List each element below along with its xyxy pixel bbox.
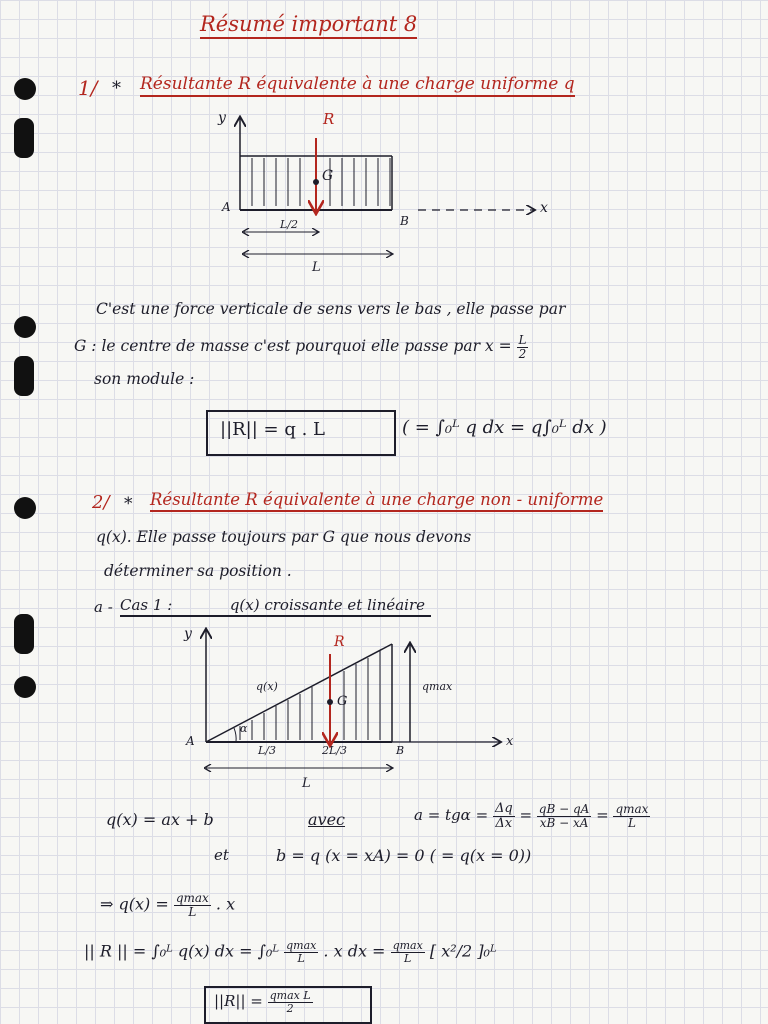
d1-r-label: R bbox=[323, 110, 335, 128]
s1-paragraph-line1: C'est une force verticale de sens vers le bas , elle passe par bbox=[96, 300, 566, 318]
eq-int-lhs: || R || = ∫₀ᴸ q(x) dx = ∫₀ᴸ bbox=[84, 941, 279, 961]
d2-l3-label: L/3 bbox=[258, 744, 277, 757]
d1-a-label: A bbox=[222, 200, 231, 214]
d2-l23-label: 2L/3 bbox=[322, 744, 348, 757]
d2-qmax-label: qmax bbox=[422, 680, 453, 693]
frac-num: qmax bbox=[392, 939, 423, 952]
d2-g-label: G bbox=[337, 694, 348, 709]
case-title: Cas 1 : bbox=[120, 596, 173, 614]
frac-num: L bbox=[518, 333, 527, 347]
eq-module-integral bbox=[84, 940, 497, 964]
d1-b-label: B bbox=[400, 214, 409, 228]
section1-star: * bbox=[112, 78, 121, 99]
frac-den: 2 bbox=[286, 1001, 294, 1015]
frac-den: L bbox=[188, 904, 197, 919]
frac-qmax-l bbox=[613, 803, 650, 829]
load-slope bbox=[206, 644, 392, 742]
section1-heading: Résultante R équivalente à une charge uniforme q bbox=[140, 74, 575, 97]
eq-equals: = bbox=[519, 806, 533, 825]
d1-l2-label: L/2 bbox=[280, 218, 299, 231]
section1-number: 1/ bbox=[78, 76, 98, 100]
d2-l-label: L bbox=[302, 776, 311, 791]
frac-num: qmax bbox=[615, 802, 649, 817]
eq-qx-rhs: . x bbox=[215, 894, 236, 914]
center-g-point-2 bbox=[327, 699, 333, 705]
frac-num: qmax bbox=[286, 939, 317, 952]
d1-y-label: y bbox=[218, 110, 226, 126]
integral-formula: ( = ∫₀ᴸ q dx = q∫₀ᴸ dx ) bbox=[402, 417, 607, 438]
eq-equals-2: = bbox=[596, 806, 609, 825]
alpha-arc bbox=[234, 728, 236, 742]
eq-qx-linear: q(x) = ax + b bbox=[106, 810, 214, 829]
section2-star: * bbox=[124, 494, 133, 514]
final-formula bbox=[214, 990, 313, 1014]
final-lhs: ||R|| = bbox=[214, 992, 263, 1011]
eq-qx-result bbox=[100, 892, 235, 918]
frac-den: Δx bbox=[495, 815, 513, 831]
d2-alpha-label: α bbox=[240, 722, 248, 735]
d2-qx-label: q(x) bbox=[256, 680, 278, 693]
case-letter: a - bbox=[94, 598, 113, 616]
frac-num: Δq bbox=[494, 801, 513, 816]
eq-a-lhs: a = tgα = bbox=[414, 806, 489, 825]
page-title: Résumé important 8 bbox=[200, 12, 417, 39]
d1-g-label: G bbox=[322, 168, 334, 184]
frac-qb-qa bbox=[537, 803, 592, 829]
frac-den: 2 bbox=[518, 346, 527, 361]
s1-line2-text: G : le centre de masse c'est pourquoi elle passe par x = bbox=[74, 337, 512, 356]
s1-paragraph-line3: son module : bbox=[94, 370, 195, 388]
frac-qmax-l-3 bbox=[284, 940, 318, 964]
eq-avec: avec bbox=[308, 810, 346, 829]
d2-y-label: y bbox=[184, 626, 192, 642]
case-description: q(x) croissante et linéaire bbox=[229, 596, 426, 614]
eq-qx-lhs: ⇒ q(x) = bbox=[100, 894, 169, 914]
frac-num: qmax L bbox=[269, 989, 311, 1002]
frac-den: L bbox=[404, 951, 412, 965]
frac-den: L bbox=[627, 815, 636, 830]
d1-l-label: L bbox=[312, 260, 321, 275]
d2-a-label: A bbox=[186, 734, 195, 748]
eq-et: et bbox=[214, 846, 229, 864]
d2-x-label: x bbox=[506, 734, 514, 749]
frac-qmax-l-4 bbox=[391, 940, 425, 964]
module-formula: ||R|| = q . L bbox=[220, 419, 325, 440]
section2-heading: Résultante R équivalente à une charge non - uniforme bbox=[150, 490, 603, 512]
frac-num: qB − qA bbox=[538, 802, 590, 817]
frac-den: L bbox=[297, 951, 305, 965]
d2-b-label: B bbox=[396, 744, 405, 757]
eq-a-definition bbox=[414, 802, 650, 830]
frac-num: qmax bbox=[175, 891, 209, 905]
section2-number: 2/ bbox=[92, 492, 110, 513]
d1-x-label: x bbox=[540, 200, 548, 216]
s2-paragraph-line2: déterminer sa position . bbox=[104, 562, 292, 580]
frac-qmax-l-over-2 bbox=[268, 990, 313, 1014]
frac-den: xB − xA bbox=[539, 815, 589, 830]
eq-int-mid: . x dx = bbox=[323, 941, 386, 961]
frac-qmax-l-2 bbox=[174, 892, 211, 918]
frac-dq-dx bbox=[493, 802, 515, 830]
d2-r-label: R bbox=[334, 634, 345, 650]
s2-paragraph-line1: q(x). Elle passe toujours par G que nous devons bbox=[96, 528, 472, 546]
eq-b-definition: b = q (x = xA) = 0 ( = q(x = 0)) bbox=[276, 846, 532, 865]
eq-int-end: [ x²/2 ]₀ᴸ bbox=[429, 941, 497, 961]
